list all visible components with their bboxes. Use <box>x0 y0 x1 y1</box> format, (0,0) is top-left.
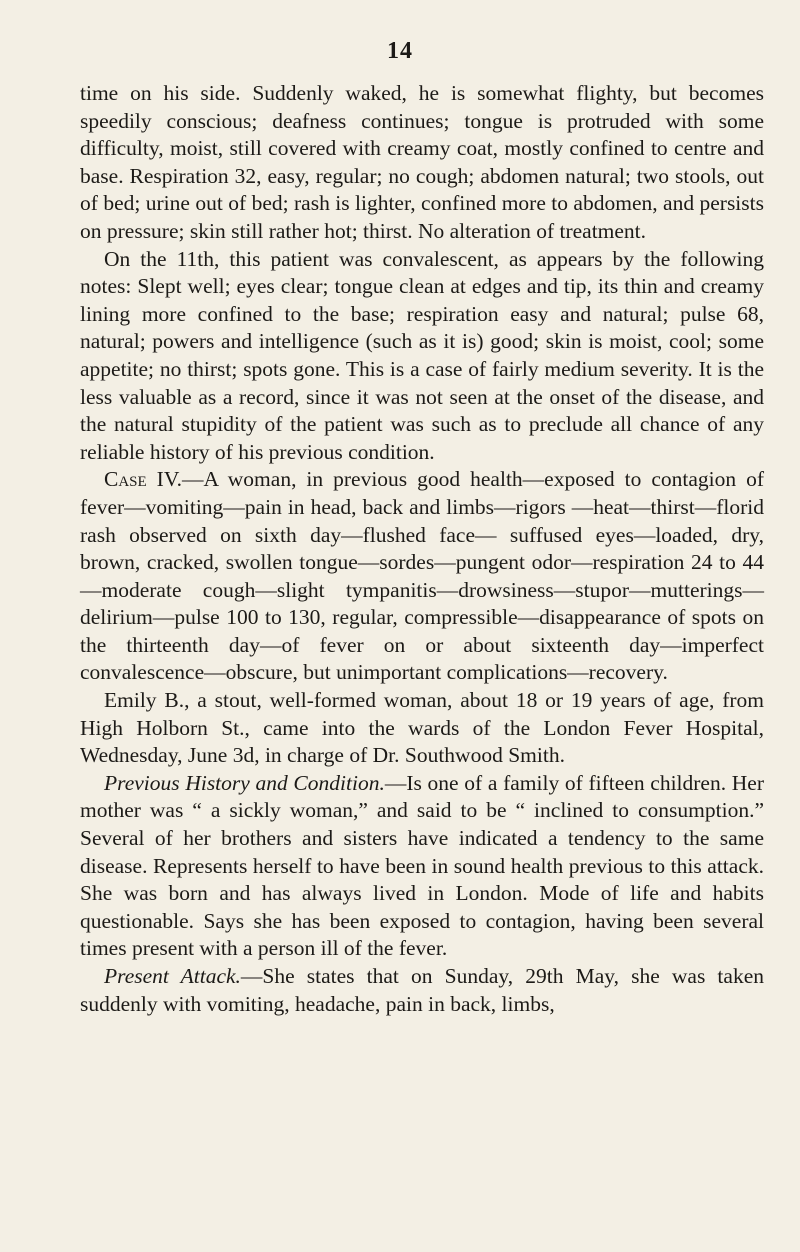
paragraph-continuation: time on his side. Suddenly waked, he is somewhat flighty, but becomes speedily conscious; deafness continues; tongue is protruded with some difficulty, moist, still covered with creamy coat, mostly confined to centre and base. Respiration 32, easy, regular; no cough; abdomen natural; two stools, out of bed; urine out of bed; rash is lighter, confined more to abdomen, and persists on pressure; skin still rather hot; thirst. No alteration of treatment. <box>80 81 764 243</box>
paragraph-previous-history <box>80 770 764 963</box>
page-number: 14 <box>387 38 413 64</box>
present-attack-text: —She states that on Sunday, 29th May, she was taken suddenly with vomiting, headache, pain in back, limbs, <box>80 964 764 1016</box>
section-heading-previous-history: Previous History and Condition. <box>104 770 385 795</box>
paragraph-patient-intro: Emily B., a stout, well-formed woman, about 18 or 19 years of age, from High Holborn St., came into the wards of the London Fever Hospital, Wednesday, June 3d, in charge of Dr. Southwood Smith. <box>80 688 764 768</box>
paragraph-present-attack <box>80 963 764 1018</box>
paragraph-case-iv-summary <box>80 466 764 687</box>
paragraph-convalescence: On the 11th, this patient was convalescent, as appears by the following notes: Slept well; eyes clear; tongue clean at edges and tip, its thin and creamy lining more confined to the base; respiration easy and natural; pulse 68, natural; powers and intelligence (such as it is) good; skin is moist, cool; some appetite; no thirst; spots gone. This is a case of fairly medium severity. It is the less valuable as a record, since it was not seen at the onset of the disease, and the natural stupidity of the patient was such as to preclude all chance of any reliable history of his previous condition. <box>80 246 764 464</box>
case-summary-text: —A woman, in previous good health—exposed to contagion of fever—vomiting—pain in head, back and limbs—rigors —heat—thirst—florid rash observed on sixth day—flushed face— suffused eyes—loaded, dry, brown, cracked, swollen tongue—sordes—pungent odor—respiration 24 to 44—moderate cough—slight tympanitis—drowsiness—stupor—mutterings—delirium—pulse 100 to 130, regular, compressible—disappearance of spots on the thirteenth day—of fever on or about sixteenth day—imperfect convalescence—obscure, but unimportant complications—recovery. <box>80 467 764 685</box>
previous-history-text: —Is one of a family of fifteen children. Her mother was “ a sickly woman,” and said to be “ inclined to consumption.” Several of her brothers and sisters have indicated a tendency to the same disease. Represents herself to have been in sound health previous to this attack. She was born and has always lived in London. Mode of life and habits questionable. Says she has been exposed to contagion, having been several times present with a person ill of the fever. <box>80 770 765 961</box>
case-heading: Case IV. <box>104 467 182 492</box>
section-heading-present-attack: Present Attack. <box>104 964 241 988</box>
body-text <box>80 80 764 1018</box>
